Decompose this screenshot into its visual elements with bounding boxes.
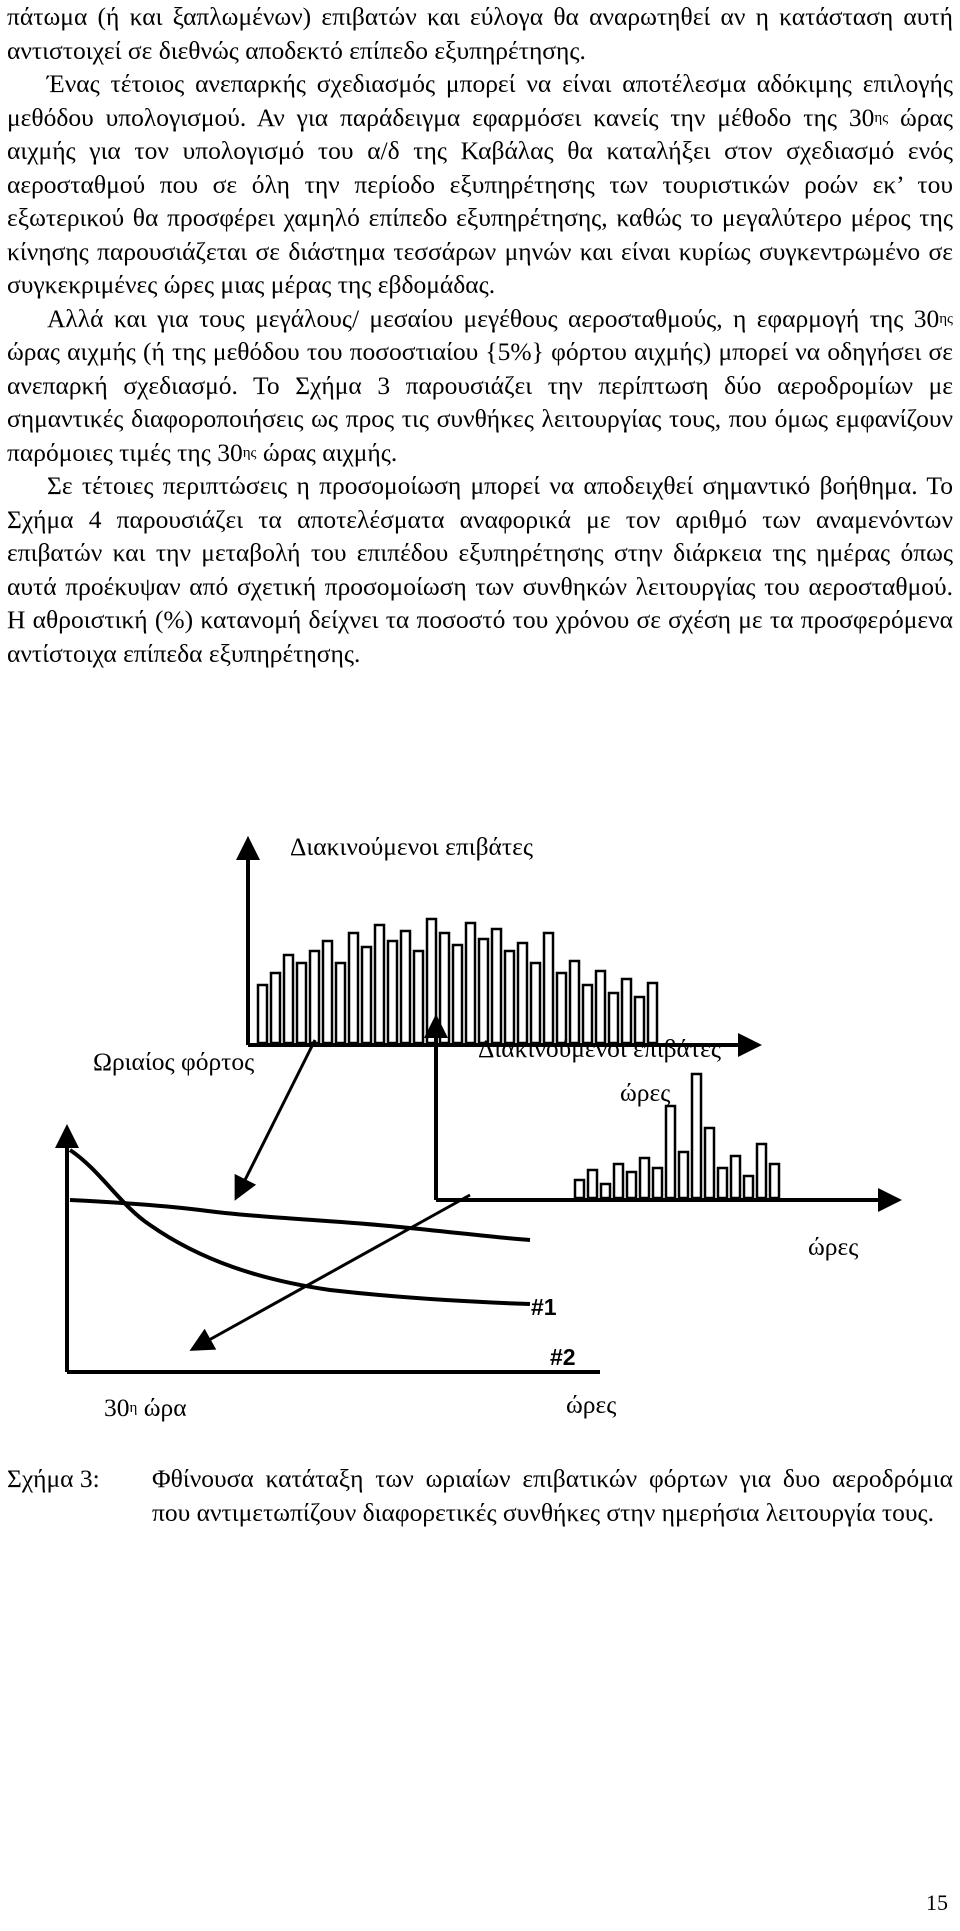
right-x-arrowhead-icon: [878, 1188, 902, 1212]
top-histogram-bar: [518, 943, 527, 1043]
body-text: [7, 0, 953, 670]
top-x-arrowhead-icon: [738, 1033, 762, 1057]
right-histogram-bar: [666, 1106, 675, 1198]
curve-1-label: #1: [531, 1294, 557, 1320]
right-histogram-bar: [588, 1170, 597, 1198]
top-histogram-bar: [362, 947, 371, 1043]
top-histogram-bar: [336, 963, 345, 1043]
top-histogram-bar: [505, 951, 514, 1043]
top-histogram-bar: [388, 941, 397, 1043]
top-histogram-bar: [479, 939, 488, 1043]
right-histogram-bar: [718, 1168, 727, 1198]
right-histogram-bar: [757, 1144, 766, 1198]
right-histogram-bar: [653, 1168, 662, 1198]
caption-label: Σχήμα 3:: [7, 1464, 100, 1493]
top-chart-xlabel: ώρες: [620, 1078, 671, 1107]
page-number: 15: [926, 1890, 948, 1915]
right-chart-title: Διακινούμενοι επιβάτες: [478, 1034, 721, 1063]
main-y-arrowhead-icon: [55, 1124, 79, 1148]
main-ylabel: Ωριαίος φόρτος: [93, 1047, 255, 1076]
top-histogram-bar: [570, 961, 579, 1043]
figure-3-drawing: [0, 820, 960, 1440]
top-histogram: [236, 836, 762, 1057]
right-histogram-bar: [679, 1152, 688, 1198]
curve-2-label: #2: [550, 1344, 576, 1370]
right-histogram-bar: [692, 1074, 701, 1198]
top-histogram-bar: [453, 945, 462, 1043]
top-histogram-bar: [323, 941, 332, 1043]
right-histogram-bar: [627, 1172, 636, 1198]
top-histogram-bar: [596, 971, 605, 1043]
main-curve-chart: [55, 1040, 600, 1372]
top-bars: [258, 919, 657, 1043]
top-histogram-bar: [414, 951, 423, 1043]
caption-text: Φθίνουσα κατάταξη των ωριαίων επιβατικών φόρτων για δυο αεροδρόμια που αντιμετωπίζουν διαφορετικές συνθήκες στην ημερήσια λειτουργία τους.: [152, 1464, 953, 1527]
paragraph-4: Σε τέτοιες περιπτώσεις η προσομοίωση μπορεί να αποδειχθεί σημαντικό βοήθημα. Το Σχήμα 4 παρουσιάζει τα αποτελέσματα αναφορικά με τον αριθμό των αναμενόντων επιβατών και την μεταβολή του επιπέδου εξυπηρέτησης στην διάρκεια της ημέρας όπως αυτά προέκυψαν από σχετική προσομοίωση των συνθηκών λειτουργίας του αεροσταθμού. Η αθροιστική (%) κατανομή δείχνει τα ποσοστό του χρόνου σε σχέση με τα προσφερόμενα αντίστοιχα επίπεδα εξυπηρέτησης.: [7, 471, 953, 668]
top-y-arrowhead-icon: [236, 836, 260, 860]
main-xlabel: ώρες: [566, 1390, 617, 1419]
right-chart-xlabel: ώρες: [808, 1232, 859, 1261]
paragraph-2: Ένας τέτοιος ανεπαρκής σχεδιασμός μπορεί να είναι αποτέλεσμα αδόκιμης επιλογής μεθόδου υπολογισμού. Αν για παράδειγμα εφαρμόσει κανείς την μέθοδο της $30^{\eta\varsigma}$ ώρας αιχμής για τον υπολογισμό του α/δ της Καβάλας θα καταλήξει στον σχεδιασμό ενός αεροσταθμού που σε όλη την περίοδο εξυπηρέτησης των τουριστικών ροών εκ’ του εξωτερικού θα προσφέρει χαμηλό επίπεδο εξυπηρέτησης, καθώς το μεγαλύτερο μέρος της κίνησης παρουσιάζεται σε διάστημα τεσσάρων μηνών και είναι κυρίως συγκεντρωμένο σε συγκεκριμένες ώρες μιας μέρας της εβδομάδας.: [7, 69, 953, 299]
top-histogram-bar: [297, 963, 306, 1043]
top-histogram-bar: [271, 973, 280, 1043]
top-histogram-bar: [492, 929, 501, 1043]
right-histogram-bar: [614, 1164, 623, 1198]
right-bars: [575, 1074, 779, 1198]
paragraph-1: πάτωμα (ή και ξαπλωμένων) επιβατών και εύλογα θα αναρωτηθεί αν η κατάσταση αυτή αντιστοιχεί σε διεθνώς αποδεκτό επίπεδο εξυπηρέτησης.: [7, 2, 953, 65]
top-histogram-bar: [310, 951, 319, 1043]
right-histogram-bar: [705, 1128, 714, 1198]
paragraph-3: Αλλά και για τους μεγάλους/ μεσαίου μεγέθους αεροσταθμούς, η εφαρμογή της $30^{\eta\varsigma}$ ώρας αιχμής (ή της μεθόδου του ποσοστιαίου {5%} φόρτου αιχμής) μπορεί να οδηγήσει σε ανεπαρκή σχεδιασμό. Το Σχήμα 3 παρουσιάζει την περίπτωση δύο αεροδρομίων με σημαντικές διαφοροποιήσεις ως προς τις συνθήκες λειτουργίας τους, που όμως εμφανίζουν παρόμοιες τιμές της $30^{\eta\varsigma}$ ώρας αιχμής.: [7, 303, 953, 467]
right-histogram-bar: [575, 1180, 584, 1198]
right-histogram-bar: [601, 1184, 610, 1198]
top-histogram-bar: [466, 923, 475, 1043]
right-histogram-bar: [770, 1164, 779, 1198]
top-histogram-bar: [544, 933, 553, 1043]
top-histogram-bar: [401, 931, 410, 1043]
right-histogram-bar: [731, 1156, 740, 1198]
top-histogram-bar: [258, 985, 267, 1043]
right-histogram-bar: [640, 1158, 649, 1198]
figure-3: [0, 820, 960, 1440]
top-histogram-bar: [557, 973, 566, 1043]
hour-marker-label: $30^\eta$ ώρα: [104, 1393, 187, 1422]
top-histogram-bar: [375, 925, 384, 1043]
top-histogram-bar: [284, 955, 293, 1043]
top-histogram-bar: [531, 963, 540, 1043]
right-histogram-bar: [744, 1176, 753, 1198]
top-histogram-bar: [349, 933, 358, 1043]
curve-2: [70, 1200, 530, 1240]
curve-1: [70, 1150, 530, 1304]
top-chart-title: Διακινούμενοι επιβάτες: [290, 832, 533, 861]
